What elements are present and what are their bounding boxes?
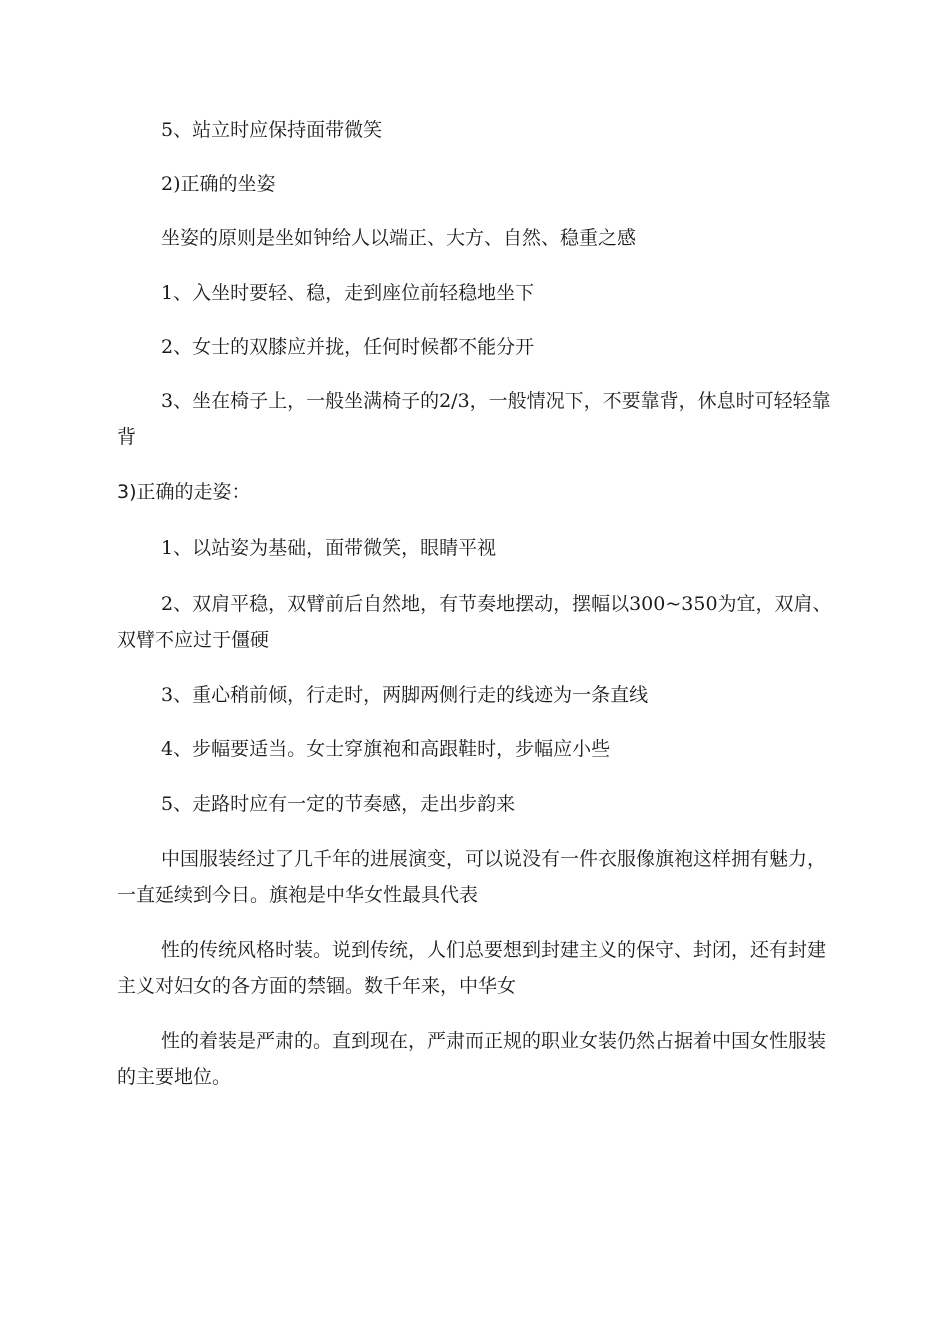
paragraph-walk-item-1: 1、以站姿为基础，面带微笑，眼睛平视 — [161, 537, 497, 559]
heading-walking-posture: 3)正确的走姿： — [117, 481, 251, 503]
paragraph-sit-item-1: 1、入坐时要轻、稳，走到座位前轻稳地坐下 — [161, 282, 535, 304]
paragraph-walk-item-4: 4、步幅要适当。女士穿旗袍和高跟鞋时，步幅应小些 — [161, 738, 611, 760]
paragraph-walk-item-2: 2、双肩平稳，双臂前后自然地，有节奏地摆动，摆幅以300~350为宜，双肩、双臂不应过于僵硬 — [117, 593, 832, 651]
paragraph-stand-smile: 5、站立时应保持面带微笑 — [161, 119, 383, 141]
paragraph-qipao-1: 中国服装经过了几千年的进展演变，可以说没有一件衣服像旗袍这样拥有魅力，一直延续到今日。旗袍是中华女性最具代表 — [117, 848, 827, 906]
paragraph-sit-item-3: 3、坐在椅子上，一般坐满椅子的2/3，一般情况下，不要靠背，休息时可轻轻靠背 — [117, 390, 831, 448]
heading-sitting-posture: 2)正确的坐姿 — [161, 173, 276, 195]
paragraph-qipao-3: 性的着装是严肃的。直到现在，严肃而正规的职业女装仍然占据着中国女性服装的主要地位。 — [117, 1030, 827, 1088]
paragraph-walk-item-5: 5、走路时应有一定的节奏感，走出步韵来 — [161, 793, 516, 815]
paragraph-qipao-2: 性的传统风格时装。说到传统，人们总要想到封建主义的保守、封闭，还有封建主义对妇女的各方面的禁锢。数千年来，中华女 — [117, 939, 827, 997]
paragraph-walk-item-3: 3、重心稍前倾，行走时，两脚两侧行走的线迹为一条直线 — [161, 684, 649, 706]
paragraph-sit-item-2: 2、女士的双膝应并拢，任何时候都不能分开 — [161, 336, 535, 358]
paragraph-sitting-principle: 坐姿的原则是坐如钟给人以端正、大方、自然、稳重之感 — [161, 227, 637, 249]
